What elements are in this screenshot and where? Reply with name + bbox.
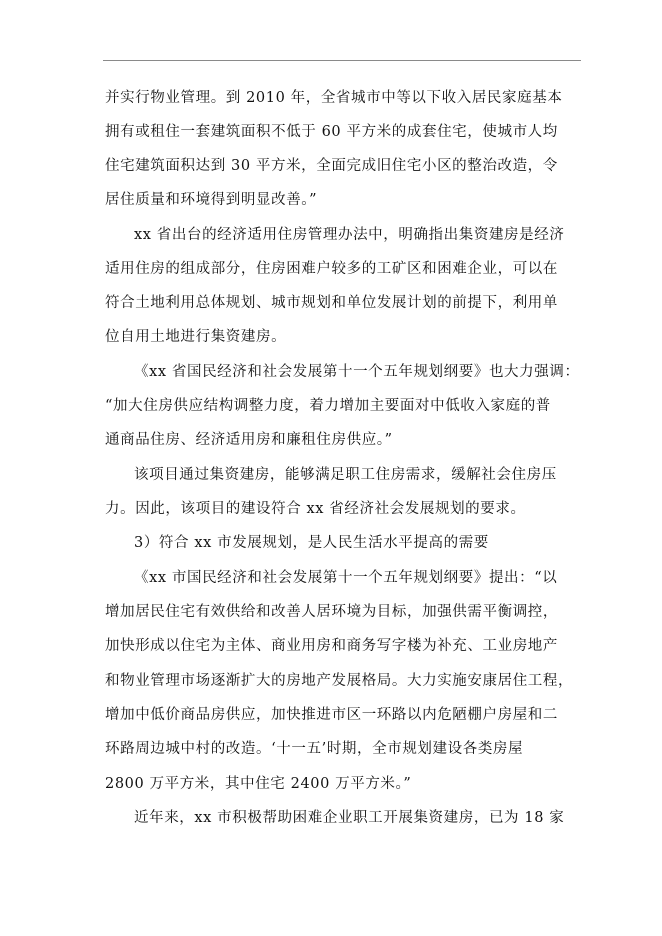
text-line: 住宅建筑面积达到 30 平方米，全面完成旧住宅小区的整治改造，令 (105, 158, 558, 174)
text-line: 居住质量和环境得到明显改善。” (105, 192, 318, 208)
text-line: 《xx 省国民经济和社会发展第十一个五年规划纲要》也大力强调： (134, 364, 580, 380)
text-line: 增加中低价商品房供应，加快推进市区一环路以内危陋棚户房屋和二 (105, 707, 558, 723)
section-heading: 3）符合 xx 市发展规划，是人民生活水平提高的需要 (134, 535, 489, 551)
text-line: 近年来，xx 市积极帮助困难企业职工开展集资建房，已为 18 家 (134, 810, 565, 826)
text-line: “加大住房供应结构调整力度，着力增加主要面对中低收入家庭的普 (105, 398, 551, 414)
text-line: 适用住房的组成部分，住房困难户较多的工矿区和困难企业，可以在 (105, 261, 558, 277)
text-line: 环路周边城中村的改造。‘十一五’时期，全市规划建设各类房屋 (105, 741, 524, 757)
text-line: 力。因此，该项目的建设符合 xx 省经济社会发展规划的要求。 (105, 501, 526, 517)
text-line: 该项目通过集资建房，能够满足职工住房需求，缓解社会住房压 (134, 467, 557, 483)
text-line: 拥有或租住一套建筑面积不低于 60 平方米的成套住宅，使城市人均 (105, 124, 558, 140)
text-line: xx 省出台的经济适用住房管理办法中，明确指出集资建房是经济 (134, 227, 565, 243)
header-rule (103, 60, 581, 61)
text-line: 符合土地利用总体规划、城市规划和单位发展计划的前提下，利用单 (105, 295, 558, 311)
text-line: 增加居民住宅有效供给和改善人居环境为目标，加强供需平衡调控， (105, 604, 558, 620)
text-line: 加快形成以住宅为主体、商业用房和商务写字楼为补充、工业房地产 (105, 638, 558, 654)
text-line: 并实行物业管理。到 2010 年，全省城市中等以下收入居民家庭基本 (105, 90, 563, 106)
text-line: 位自用土地进行集资建房。 (105, 329, 287, 345)
text-line: 和物业管理市场逐渐扩大的房地产发展格局。大力实施安康居住工程， (105, 673, 574, 689)
text-line: 《xx 市国民经济和社会发展第十一个五年规划纲要》提出：“以 (134, 570, 558, 586)
text-line: 通商品住房、经济适用房和廉租住房供应。” (105, 432, 393, 448)
text-line: 2800 万平方米，其中住宅 2400 万平方米。” (105, 776, 412, 792)
